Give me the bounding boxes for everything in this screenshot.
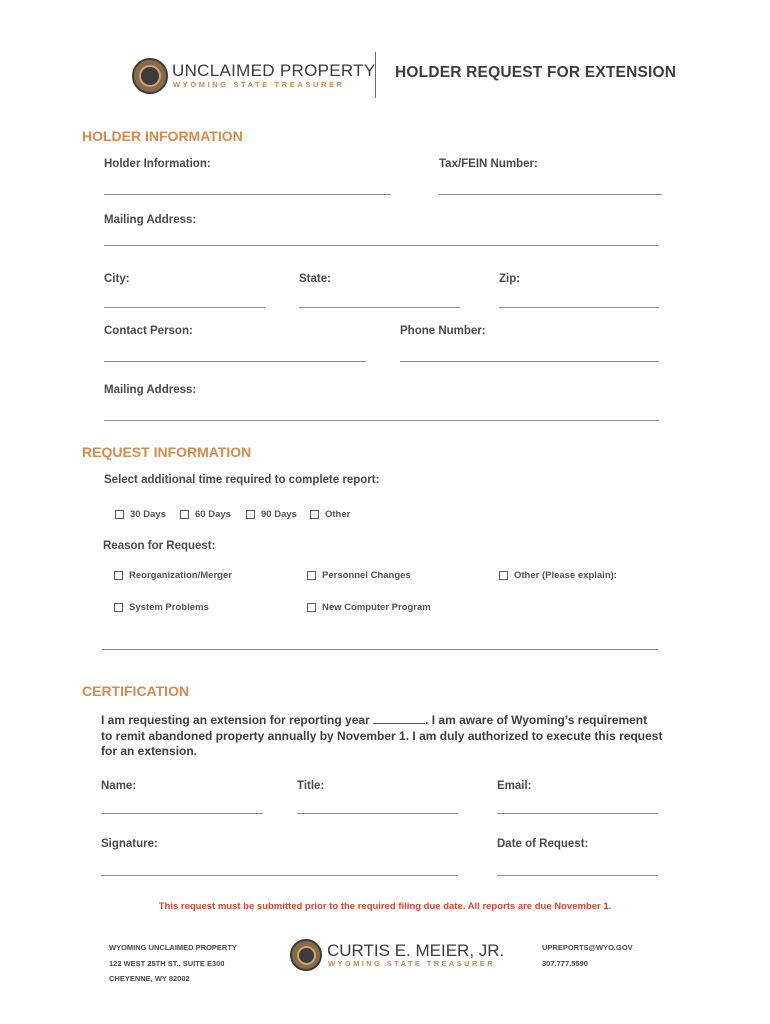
checkbox[interactable] <box>180 510 189 519</box>
contact-person-field[interactable] <box>104 361 366 362</box>
checkbox[interactable] <box>246 510 255 519</box>
contact-phone: 307.777.5590 <box>542 958 588 968</box>
date-of-request-label: Date of Request: <box>497 838 589 850</box>
state-field[interactable] <box>299 307 460 308</box>
checkbox[interactable] <box>114 571 123 580</box>
brand-subtitle: WYOMING STATE TREASURER <box>173 80 345 89</box>
checkbox[interactable] <box>310 510 319 519</box>
email-label: Email: <box>497 780 532 792</box>
option-30-days[interactable]: 30 Days <box>115 509 166 520</box>
name-field[interactable] <box>101 813 263 814</box>
checkbox[interactable] <box>307 603 316 612</box>
state-label: State: <box>299 273 331 285</box>
reason-label: Reason for Request: <box>103 540 216 552</box>
email-field[interactable] <box>497 813 658 814</box>
reason-personnel-changes[interactable]: Personnel Changes <box>307 570 411 581</box>
select-time-prompt: Select additional time required to complete report: <box>104 474 380 486</box>
phone-number-label: Phone Number: <box>400 325 486 337</box>
mailing-address-field[interactable] <box>104 245 659 246</box>
option-other-time[interactable]: Other <box>310 509 350 520</box>
city-label: City: <box>104 273 130 285</box>
mailing-address-2-field[interactable] <box>104 420 659 421</box>
header-divider <box>375 52 376 98</box>
reporting-year-field[interactable] <box>373 714 425 724</box>
name-label: Name: <box>101 780 137 792</box>
tax-fein-field[interactable] <box>439 194 662 195</box>
footer-address: WYOMING UNCLAIMED PROPERTY 122 WEST 25TH ST., SUITE E300 CHEYENNE, WY 82002 <box>109 943 237 983</box>
state-treasurer-seal <box>132 58 168 94</box>
checkbox[interactable] <box>115 510 124 519</box>
certification-statement: I am requesting an extension for reporting year . I am aware of Wyoming’s requirement to remit abandoned property annually by November 1. I am duly authorized to execute this request for an extension. <box>101 713 663 758</box>
treasurer-name: CURTIS E. MEIER, JR. <box>327 941 505 960</box>
date-of-request-field[interactable] <box>497 875 658 876</box>
city-field[interactable] <box>104 307 265 308</box>
mailing-address-label: Mailing Address: <box>104 214 197 226</box>
title-field[interactable] <box>297 813 458 814</box>
holder-info-field[interactable] <box>104 194 391 195</box>
option-90-days[interactable]: 90 Days <box>246 509 297 520</box>
checkbox[interactable] <box>499 571 508 580</box>
treasurer-seal <box>290 939 322 971</box>
certification-section-title: CERTIFICATION <box>82 683 190 699</box>
mailing-address-2-label: Mailing Address: <box>104 384 197 396</box>
reason-other[interactable]: Other (Please explain): <box>499 570 617 581</box>
footer-contact <box>542 940 633 971</box>
zip-field[interactable] <box>499 307 659 308</box>
reason-explain-field[interactable] <box>102 649 658 650</box>
checkbox[interactable] <box>307 571 316 580</box>
option-60-days[interactable]: 60 Days <box>180 509 231 520</box>
brand-title: UNCLAIMED PROPERTY <box>172 61 376 80</box>
reason-reorganization[interactable]: Reorganization/Merger <box>114 570 232 581</box>
phone-number-field[interactable] <box>400 361 659 362</box>
title-label: Title: <box>297 780 325 792</box>
document-title: HOLDER REQUEST FOR EXTENSION <box>395 64 677 81</box>
contact-email[interactable]: UPREPORTS@WYO.GOV <box>542 943 633 952</box>
due-date-notice: This request must be submitted prior to the required filing due date. All reports are due November 1. <box>158 901 612 912</box>
signature-field[interactable] <box>101 875 458 876</box>
holder-info-label: Holder Information: <box>104 158 211 170</box>
contact-person-label: Contact Person: <box>104 325 193 337</box>
request-section-title: REQUEST INFORMATION <box>82 444 252 460</box>
zip-label: Zip: <box>499 273 521 285</box>
treasurer-title: WYOMING STATE TREASURER <box>328 959 496 968</box>
reason-new-computer-program[interactable]: New Computer Program <box>307 602 431 613</box>
signature-label: Signature: <box>101 838 158 850</box>
reason-system-problems[interactable]: System Problems <box>114 602 209 613</box>
checkbox[interactable] <box>114 603 123 612</box>
holder-section-title: HOLDER INFORMATION <box>82 128 243 144</box>
tax-fein-label: Tax/FEIN Number: <box>439 158 538 170</box>
